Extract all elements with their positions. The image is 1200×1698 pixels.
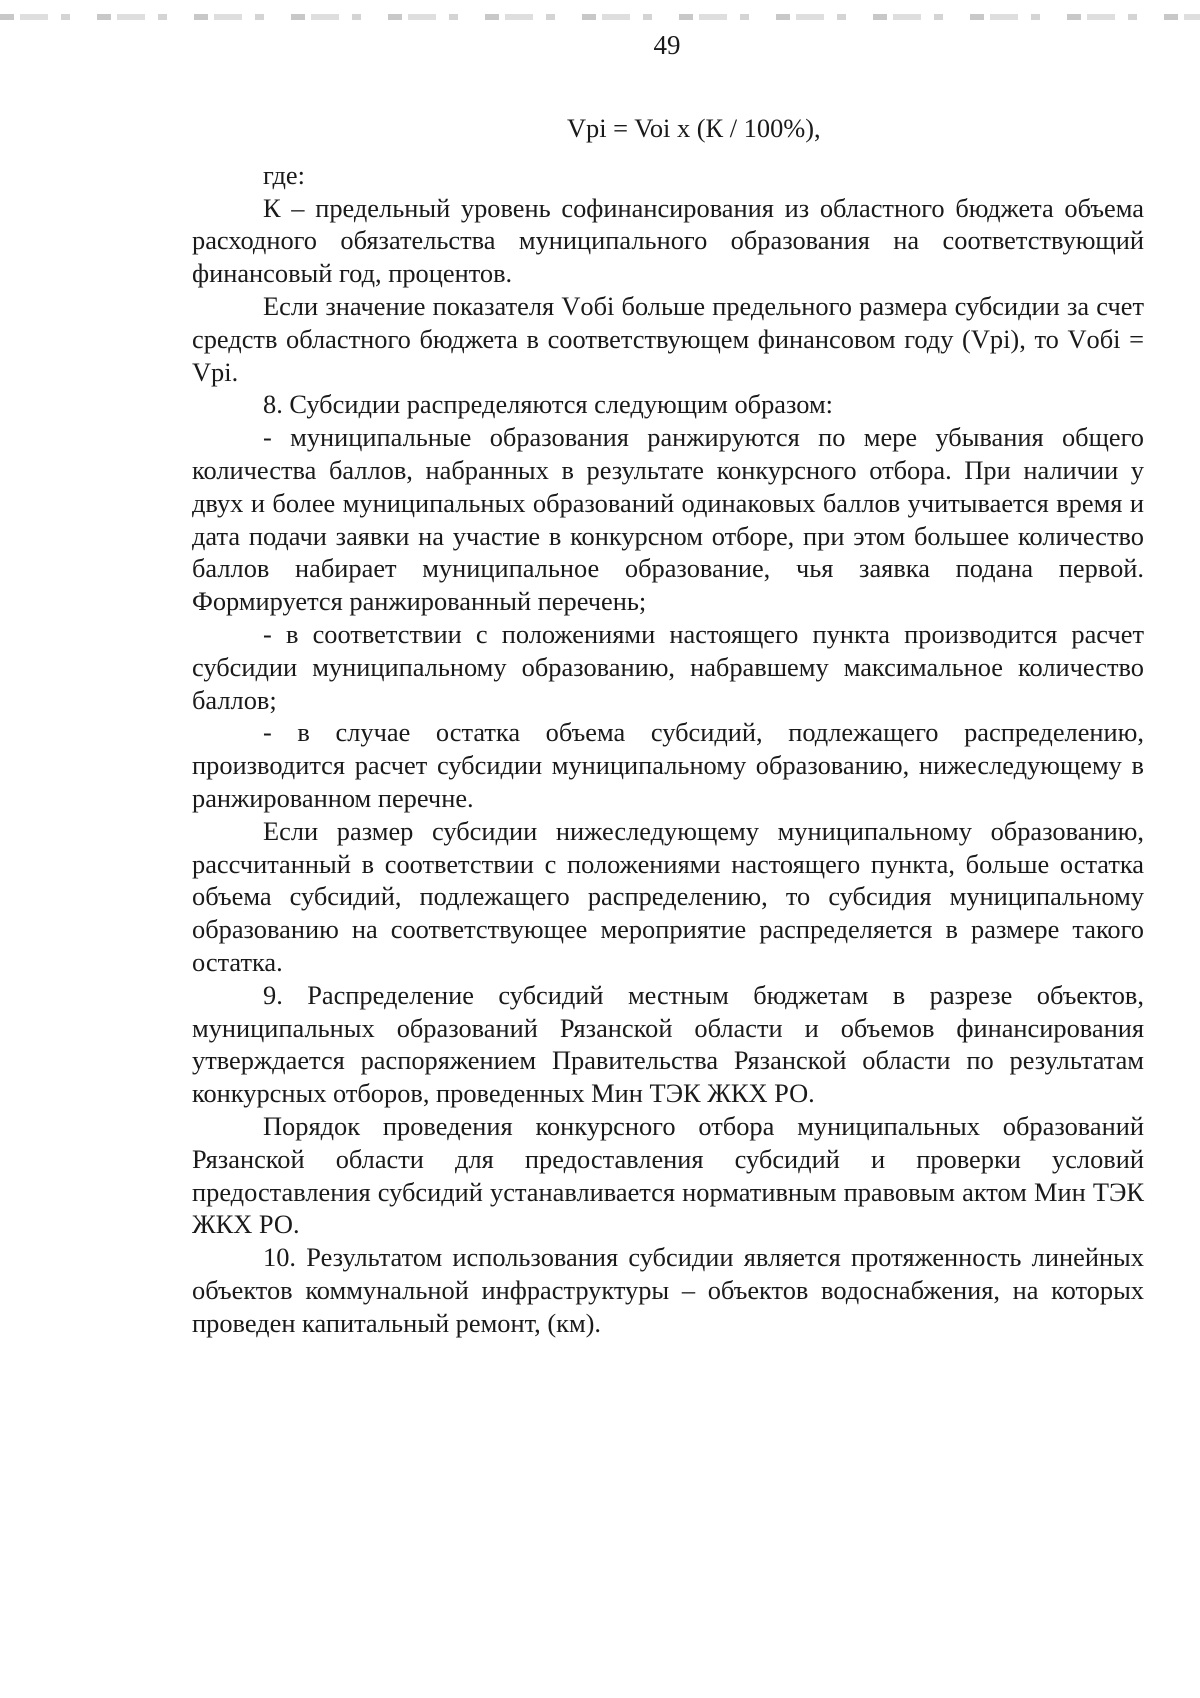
paragraph-item-8: 8. Субсидии распределяются следующим образом:	[263, 389, 834, 420]
formula: Vpi = Voi x (К / 100%),	[567, 113, 821, 143]
paragraph-calculation-next: - в случае остатка объема субсидий, подлежащего распределению, производится расчет субсидии муниципальному образованию, нижеследующему в ранжированном перечне.	[192, 717, 1144, 813]
paragraph-remainder: Если размер субсидии нижеследующему муниципальному образованию, рассчитанный в соответствии с положениями настоящего пункта, больше остатка объема субсидий, подлежащего распределению, то субсидия муниципальному образованию на соответствующее мероприятие распределяется в размере такого остатка.	[192, 815, 1144, 977]
paragraph-calculation-first: - в соответствии с положениями настоящего пункта производится расчет субсидии муниципальному образованию, набравшему максимальное количество баллов;	[192, 618, 1144, 715]
document-body	[192, 112, 1144, 1339]
paragraph-selection-procedure: Порядок проведения конкурсного отбора муниципальных образований Рязанской области для предоставления субсидий и проверки условий предоставления субсидий устанавливается нормативным правовым актом Мин ТЭК ЖКХ РО.	[192, 1110, 1144, 1240]
paragraph-vobi-condition: Если значение показателя Vобi больше предельного размера субсидии за счет средств областного бюджета в соответствующем финансовом году (Vpi), то Vобi = Vpi.	[192, 290, 1144, 387]
paragraph-where: где:	[263, 159, 305, 190]
scan-edge-artifact	[0, 14, 1200, 20]
paragraph-k-definition: К – предельный уровень софинансирования из областного бюджета объема расходного обязательства муниципального образования на соответствующий финансовый год, процентов.	[192, 192, 1144, 289]
page-number: 49	[653, 30, 681, 60]
paragraph-item-9: 9. Распределение субсидий местным бюджетам в разрезе объектов, муниципальных образований Рязанской области и объемов финансирования утверждается распоряжением Правительства Рязанской области по результатам конкурсных отборов, проведенных Мин ТЭК ЖКХ РО.	[192, 979, 1144, 1109]
paragraph-ranking: - муниципальные образования ранжируются по мере убывания общего количества баллов, набранных в результате конкурсного отбора. При наличии у двух и более муниципальных образований одинаковых баллов учитывается время и дата подачи заявки на участие в конкурсном отборе, при этом большее количество баллов набирает муниципальное образование, чья заявка подана первой. Формируется ранжированный перечень;	[192, 422, 1144, 617]
paragraph-item-10: 10. Результатом использования субсидии является протяженность линейных объектов коммунальной инфраструктуры – объектов водоснабжения, на которых проведен капитальный ремонт, (км).	[192, 1242, 1144, 1338]
